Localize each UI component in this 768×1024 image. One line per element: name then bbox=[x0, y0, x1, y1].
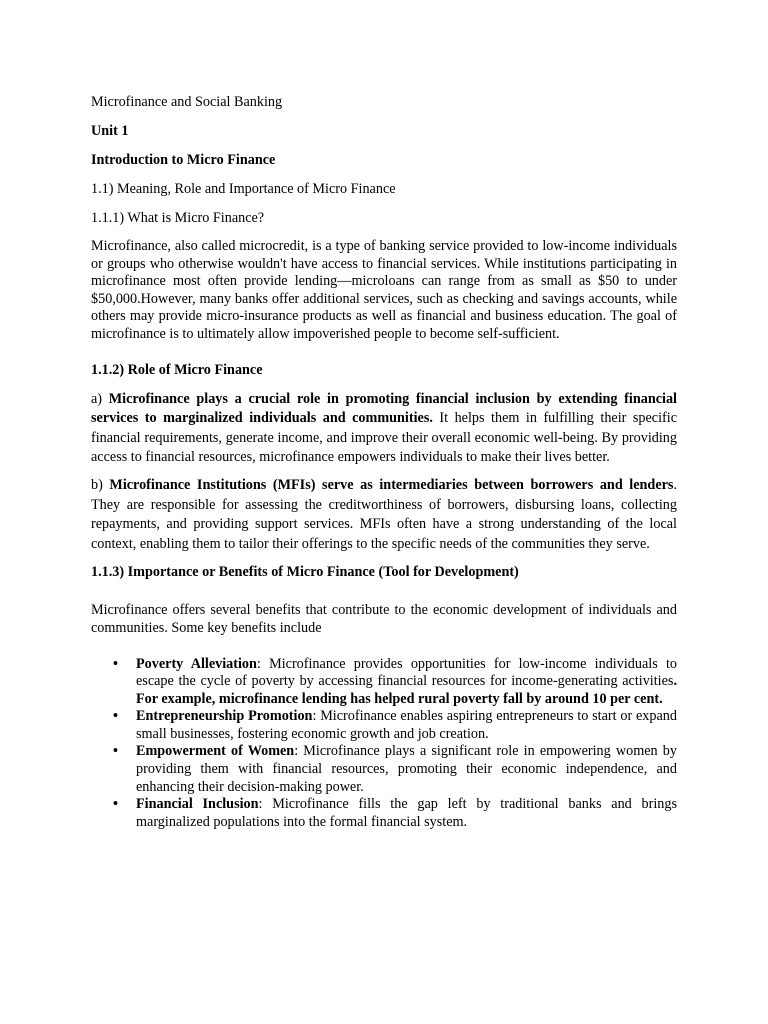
role-b-bold-text: Microfinance Institutions (MFIs) serve as intermediaries between borrowers and lenders bbox=[109, 476, 674, 493]
section-heading-1-1: 1.1) Meaning, Role and Importance of Micro Finance bbox=[91, 181, 396, 197]
role-b-prefix: b) bbox=[91, 476, 110, 493]
role-a-text: It helps them in fulfilling their specific financial requirements, generate income, and improve their overall economic well-being. By providing access to financial resources, microfinance empowers individuals to make their lives better. bbox=[91, 410, 678, 466]
section-heading-1-1-3: 1.1.3) Importance or Benefits of Micro Finance (Tool for Development) bbox=[91, 564, 519, 581]
list-item bbox=[91, 656, 677, 709]
section-heading-1-1-2: 1.1.2) Role of Micro Finance bbox=[91, 361, 263, 378]
list-item bbox=[91, 796, 677, 831]
list-item bbox=[91, 708, 677, 743]
role-paragraph-a bbox=[91, 390, 677, 468]
role-a-prefix: a) bbox=[91, 390, 109, 407]
role-a-bold-text: Microfinance plays a crucial role in promoting financial inclusion by extending financial services to marginalized individuals and communities. bbox=[91, 390, 677, 427]
benefit-title: Financial Inclusion bbox=[136, 796, 259, 813]
bullet-icon: • bbox=[113, 655, 118, 672]
benefit-text: : Microfinance enables aspiring entrepreneurs to start or expand small businesses, fostering economic growth and job creation. bbox=[136, 708, 677, 742]
bullet-icon: • bbox=[113, 708, 118, 725]
section-heading-1-1-1: 1.1.1) What is Micro Finance? bbox=[91, 210, 265, 226]
unit-heading: Unit 1 bbox=[91, 123, 129, 139]
role-paragraph-b bbox=[91, 476, 677, 554]
benefit-title: Poverty Alleviation bbox=[136, 655, 257, 672]
benefit-text: : Microfinance plays a significant role in empowering women by providing them with financial resources, promoting their economic independence, and enhancing their decision-making power. bbox=[136, 743, 677, 795]
benefit-text: : Microfinance fills the gap left by traditional banks and brings marginalized populations into the formal financial system. bbox=[136, 796, 678, 830]
chapter-title: Introduction to Micro Finance bbox=[91, 152, 276, 168]
bullet-icon: • bbox=[113, 743, 118, 760]
document-page bbox=[91, 92, 677, 831]
benefits-list bbox=[91, 656, 677, 832]
bullet-icon: • bbox=[113, 796, 118, 813]
benefit-text: : Microfinance provides opportunities for low-income individuals to escape the cycle of poverty by accessing financial resources for income-generating activities bbox=[136, 655, 677, 690]
benefit-title: Entrepreneurship Promotion bbox=[136, 708, 313, 725]
benefit-title: Empowerment of Women bbox=[136, 743, 295, 760]
benefit-bold-tail: . For example, microfinance lending has helped rural poverty fall by around 10 per cent. bbox=[136, 673, 677, 707]
paragraph-benefits-intro: Microfinance offers several benefits that contribute to the economic development of individuals and communities. Some key benefits include bbox=[91, 602, 677, 636]
document-header-title: Microfinance and Social Banking bbox=[91, 94, 283, 110]
role-b-text: . They are responsible for assessing the creditworthiness of borrowers, disbursing loans, collecting repayments, and providing support services. MFIs often have a strong understanding of the local context, enabling them to tailor their offerings to the specific needs of the communities they serve. bbox=[91, 476, 677, 552]
paragraph-what-is-microfinance: Microfinance, also called microcredit, is a type of banking service provided to low-income individuals or groups who otherwise wouldn't have access to financial services. While institutions participating in microfinance most often provide lending—microloans can range from as small as $50 to under $50,000.However, many banks offer additional services, such as checking and savings accounts, while others may provide micro-insurance products as well as financial and business education. The goal of microfinance is to ultimately allow impoverished people to become self-sufficient. bbox=[91, 238, 677, 342]
list-item bbox=[91, 743, 677, 796]
